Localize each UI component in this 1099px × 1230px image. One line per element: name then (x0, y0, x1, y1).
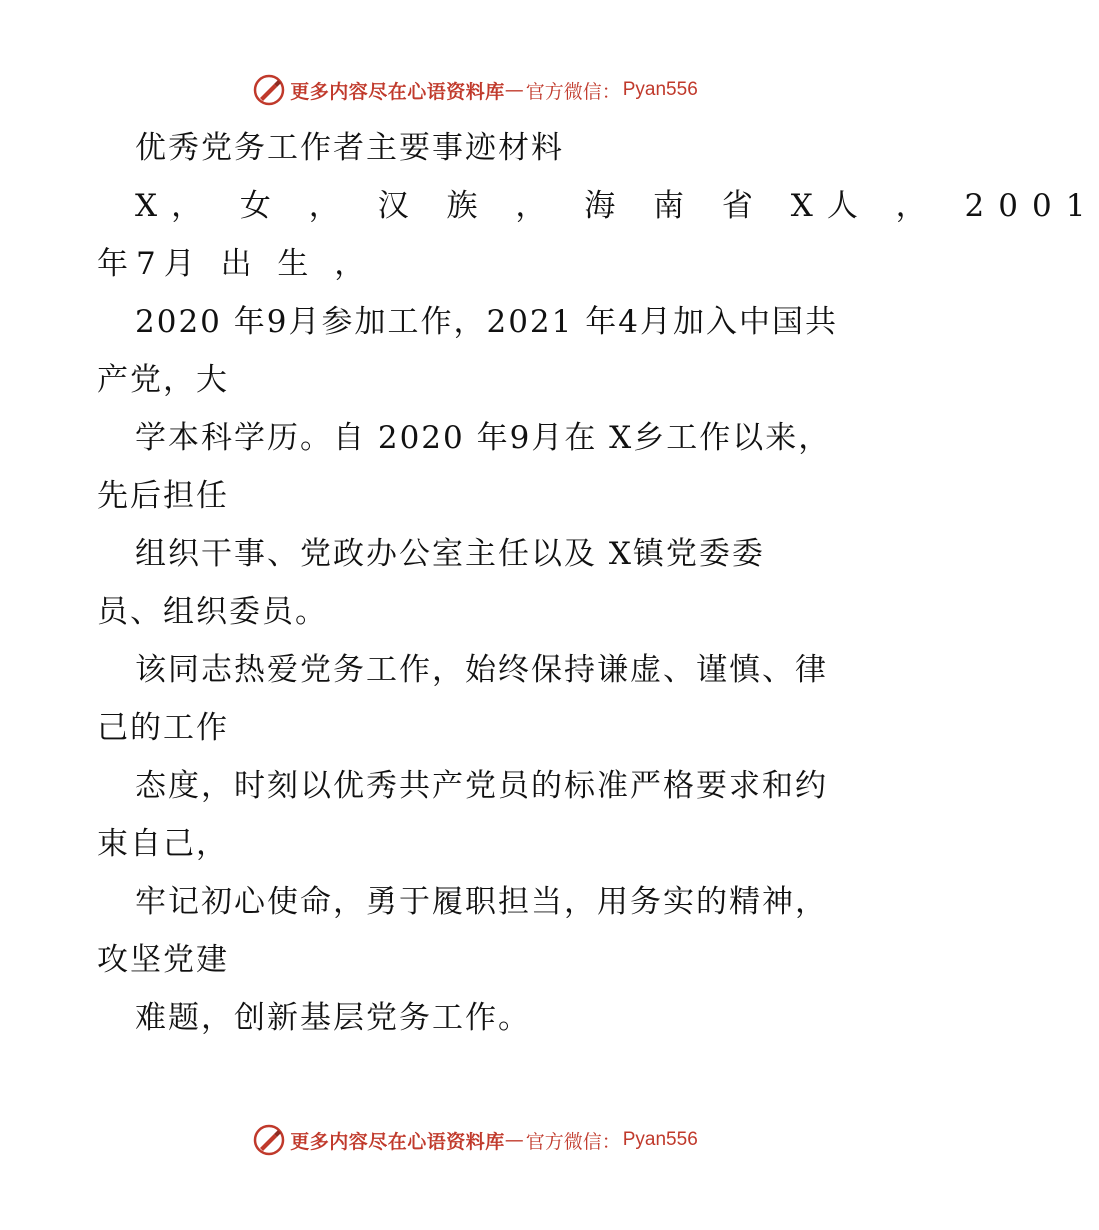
document-line: 攻坚党建 (97, 942, 229, 978)
document-line: X， 女 ， 汉 族 ， 海 南 省 X人 ， 2001 (135, 188, 1099, 224)
document-line: 态度，时刻以优秀共产党员的标准严格要求和约 (135, 768, 828, 804)
watermark-official-label: 官方微信： (525, 80, 621, 103)
document-line: 难题，创新基层党务工作。 (135, 1000, 531, 1036)
document-line: 束自己， (97, 826, 229, 862)
watermark-dash: — (504, 1129, 524, 1151)
pen-logo-icon (252, 73, 286, 107)
document-line: 员、组织委员。 (97, 594, 328, 630)
watermark-slogan: 更多内容尽在心语资料库 (290, 80, 505, 103)
pen-logo-icon (252, 1123, 286, 1157)
header-watermark (0, 70, 950, 110)
watermark-wechat-id: Pyan556 (622, 1129, 698, 1150)
document-line: 该同志热爱党务工作，始终保持谦虚、谨慎、律 (135, 652, 828, 688)
document-line: 学本科学历。自 2020 年9月在 X乡工作以来， (135, 420, 832, 456)
watermark-dash: — (504, 79, 524, 101)
watermark-wechat-id: Pyan556 (622, 79, 698, 100)
document-line: 己的工作 (97, 710, 229, 746)
document-line: 牢记初心使命，勇于履职担当，用务实的精神， (135, 884, 828, 920)
document-line: 先后担任 (97, 478, 229, 514)
document-line: 产党，大 (97, 362, 229, 398)
watermark-slogan: 更多内容尽在心语资料库 (290, 1130, 505, 1153)
document-line: 2020 年9月参加工作，2021 年4月加入中国共 (135, 304, 838, 340)
document-line: 组织干事、党政办公室主任以及 X镇党委委 (135, 536, 765, 572)
document-title: 优秀党务工作者主要事迹材料 (135, 130, 564, 166)
watermark-official-label: 官方微信： (525, 1130, 621, 1153)
document-line: 年7月 出 生 ， (97, 246, 374, 282)
footer-watermark (0, 1120, 950, 1160)
